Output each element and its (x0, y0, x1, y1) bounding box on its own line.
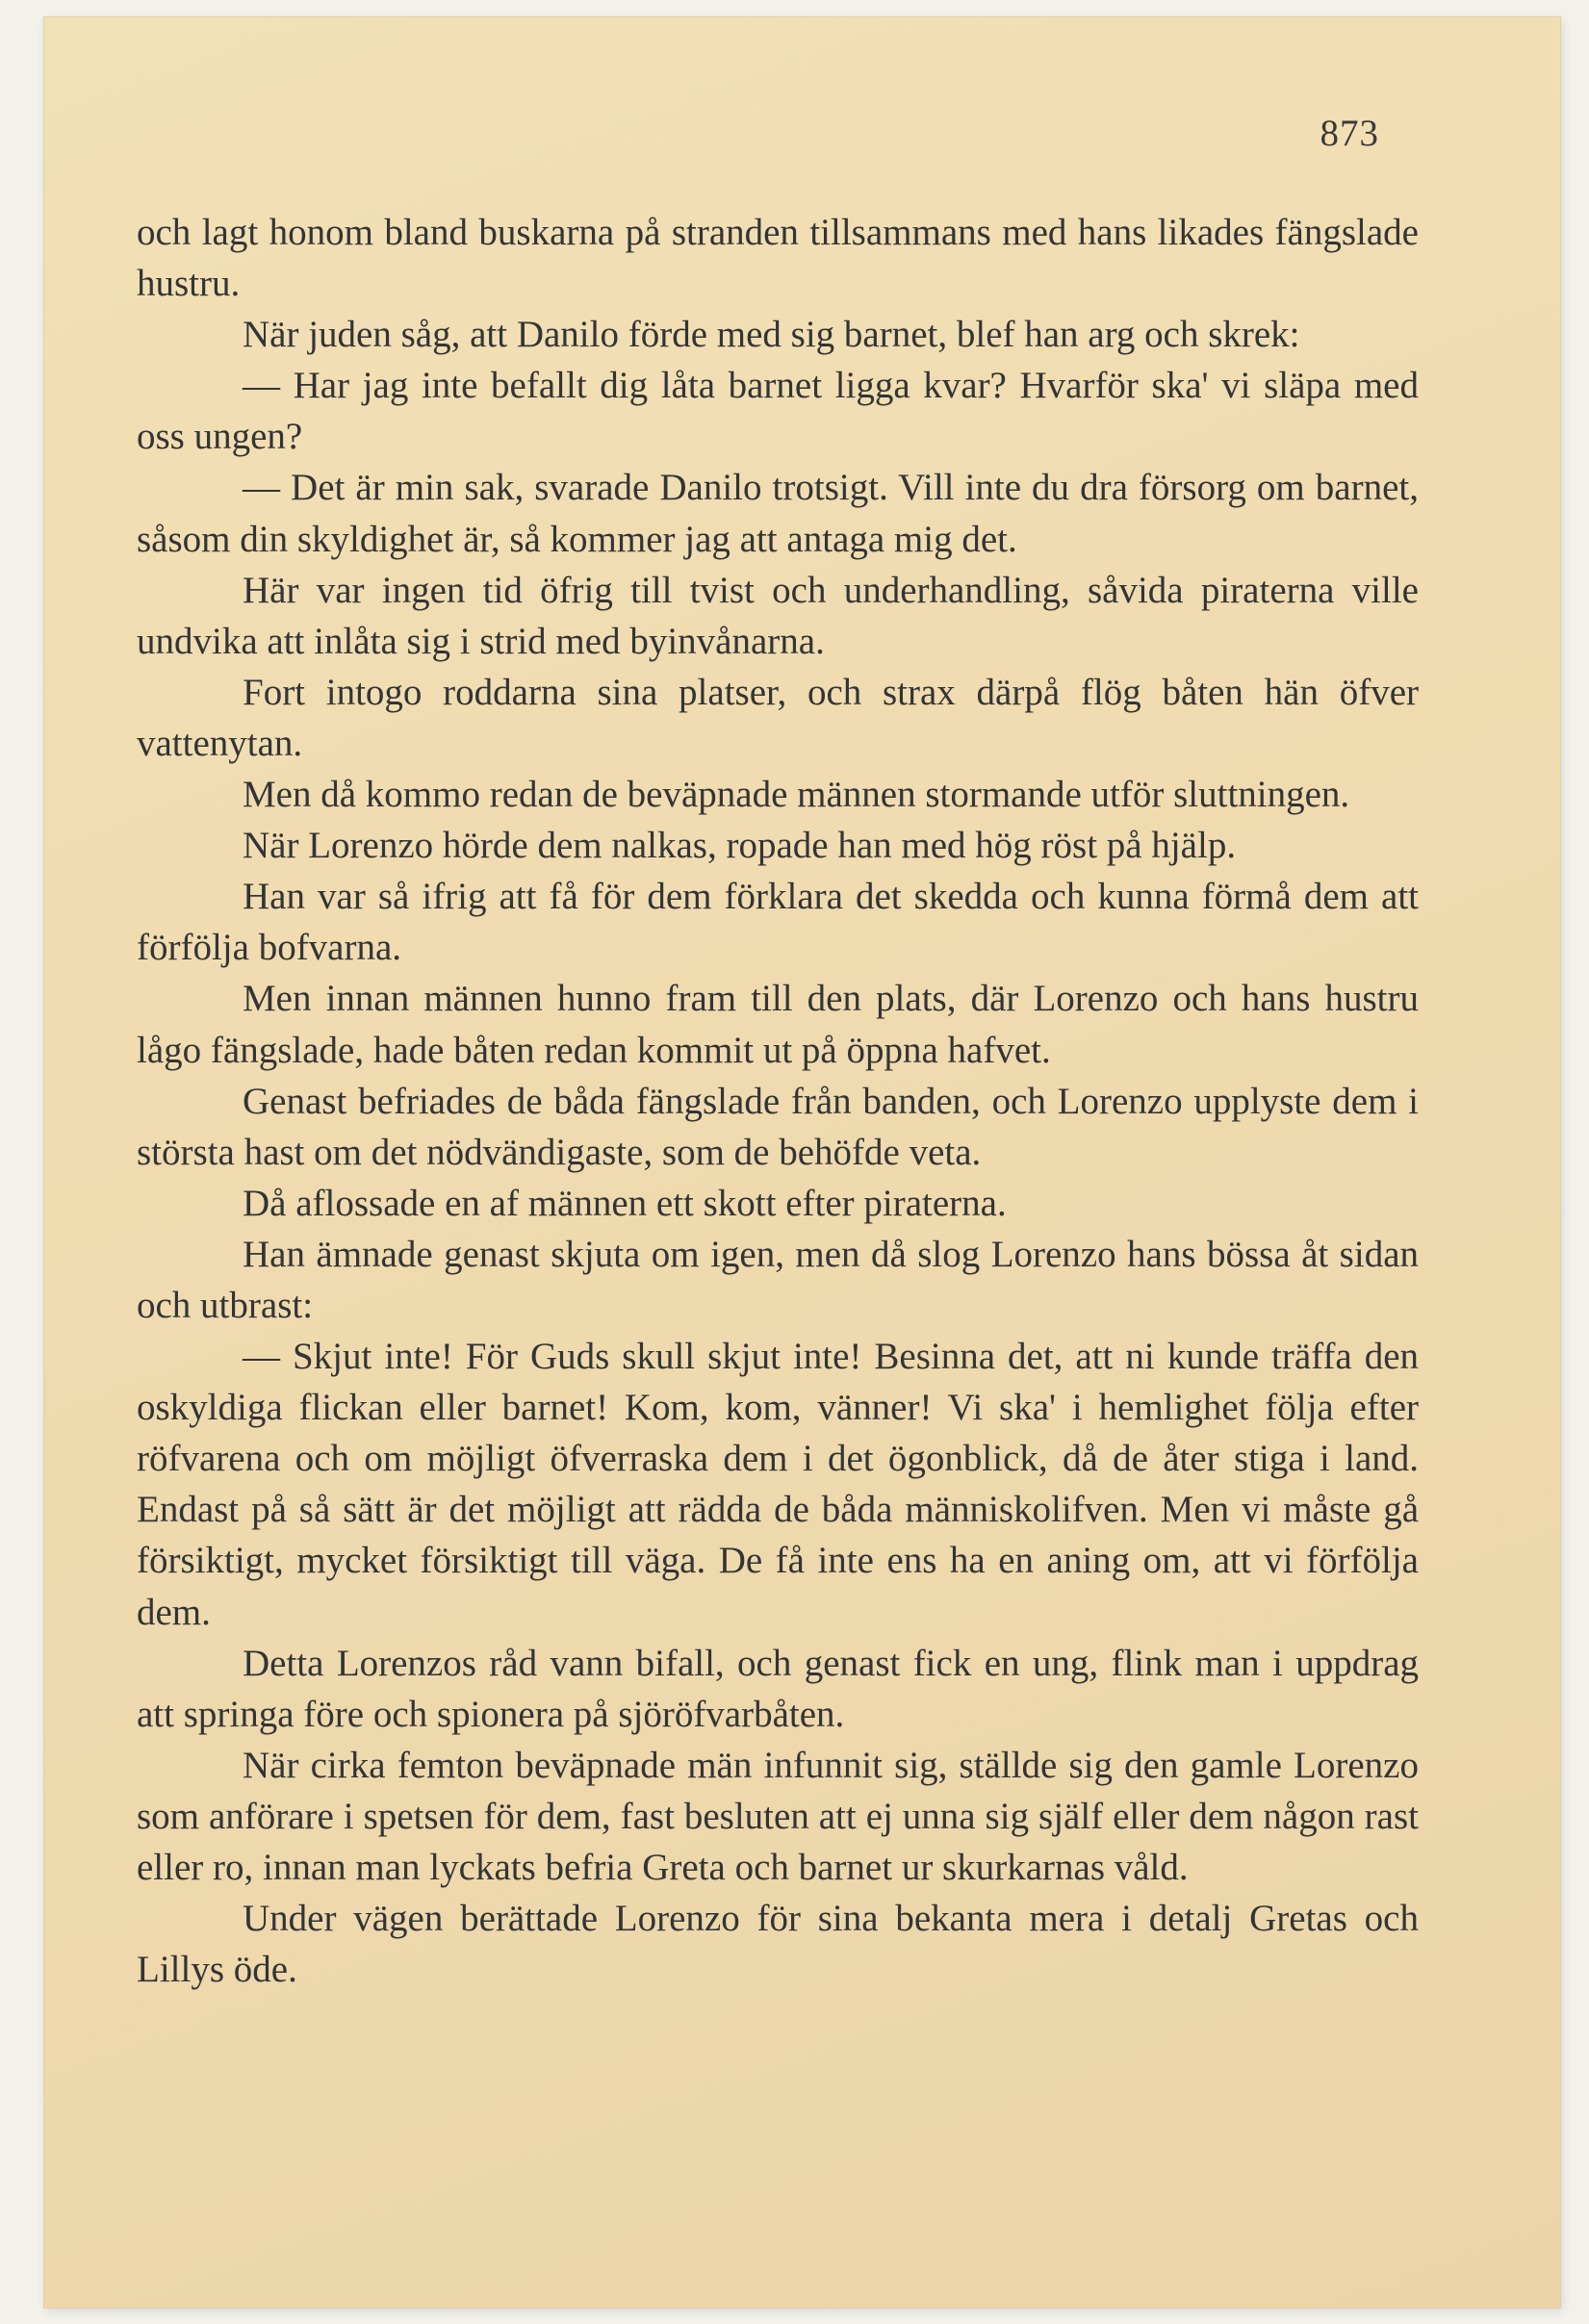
book-page (44, 17, 1560, 2308)
paragraph: Då aflossade en af männen ett skott efter piraterna. (243, 1182, 1007, 1224)
dialogue-paragraph: — Har jag inte befallt dig låta barnet ligga kvar? Hvarför ska' vi släpa med oss ungen? (137, 365, 1419, 458)
page-number: 873 (1320, 113, 1379, 154)
paragraph: Genast befriades de båda fängslade från banden, och Lorenzo upplyste dem i största hast om det nödvändigaste, som de behöfde veta. (137, 1080, 1419, 1173)
paragraph: Han ämnade genast skjuta om igen, men då slog Lorenzo hans bössa åt sidan och utbrast: (137, 1233, 1419, 1326)
paragraph: Under vägen berättade Lorenzo för sina bekanta mera i detalj Gretas och Lillys öde. (137, 1898, 1419, 1991)
paragraph: När juden såg, att Danilo förde med sig barnet, blef han arg och skrek: (243, 314, 1300, 356)
paragraph: När Lorenzo hörde dem nalkas, ropade han med hög röst på hjälp. (243, 825, 1237, 867)
dialogue-paragraph: — Det är min sak, svarade Danilo trotsigt. Vill inte du dra försorg om barnet, såsom din skyldighet är, så kommer jag att antaga mig det. (137, 467, 1419, 560)
paragraph: Detta Lorenzos råd vann bifall, och genast fick en ung, flink man i uppdrag att springa före och spionera på sjöröfvarbåten. (137, 1642, 1419, 1735)
dialogue-paragraph: — Skjut inte! För Guds skull skjut inte! Besinna det, att ni kunde träffa den oskyldiga flickan eller barnet! Kom, kom, vänner! Vi ska' i hemlighet följa efter röfvarena och om möjligt öfverraska dem i det ögonblick, då de åter stiga i land. Endast på så sätt är det möjligt att rädda de båda människolifven. Men vi måste gå försiktigt, mycket försiktigt till väga. De få inte ens ha en aning om, att vi förfölja dem. (137, 1336, 1419, 1633)
paragraph: Men då kommo redan de beväpnade männen stormande utför sluttningen. (243, 774, 1350, 816)
body-text (137, 207, 1419, 1995)
paragraph: Men innan männen hunno fram till den plats, där Lorenzo och hans hustru lågo fängslade, hade båten redan kommit ut på öppna hafvet. (137, 978, 1419, 1071)
paragraph: och lagt honom bland buskarna på stranden tillsammans med hans likades fängslade hustru. (137, 212, 1419, 305)
paragraph: När cirka femton beväpnade män infunnit sig, ställde sig den gamle Lorenzo som anförare i spetsen för dem, fast besluten att ej unna sig själf eller dem någon rast eller ro, innan man lyckats befria Greta och barnet ur skurkarnas våld. (137, 1744, 1419, 1888)
paragraph: Han var så ifrig att få för dem förklara det skedda och kunna förmå dem att förfölja bofvarna. (137, 876, 1419, 969)
paragraph: Fort intogo roddarna sina platser, och strax därpå flög båten hän öfver vattenytan. (137, 671, 1419, 764)
paragraph: Här var ingen tid öfrig till tvist och underhandling, såvida piraterna ville undvika att inlåta sig i strid med byinvånarna. (137, 569, 1419, 662)
